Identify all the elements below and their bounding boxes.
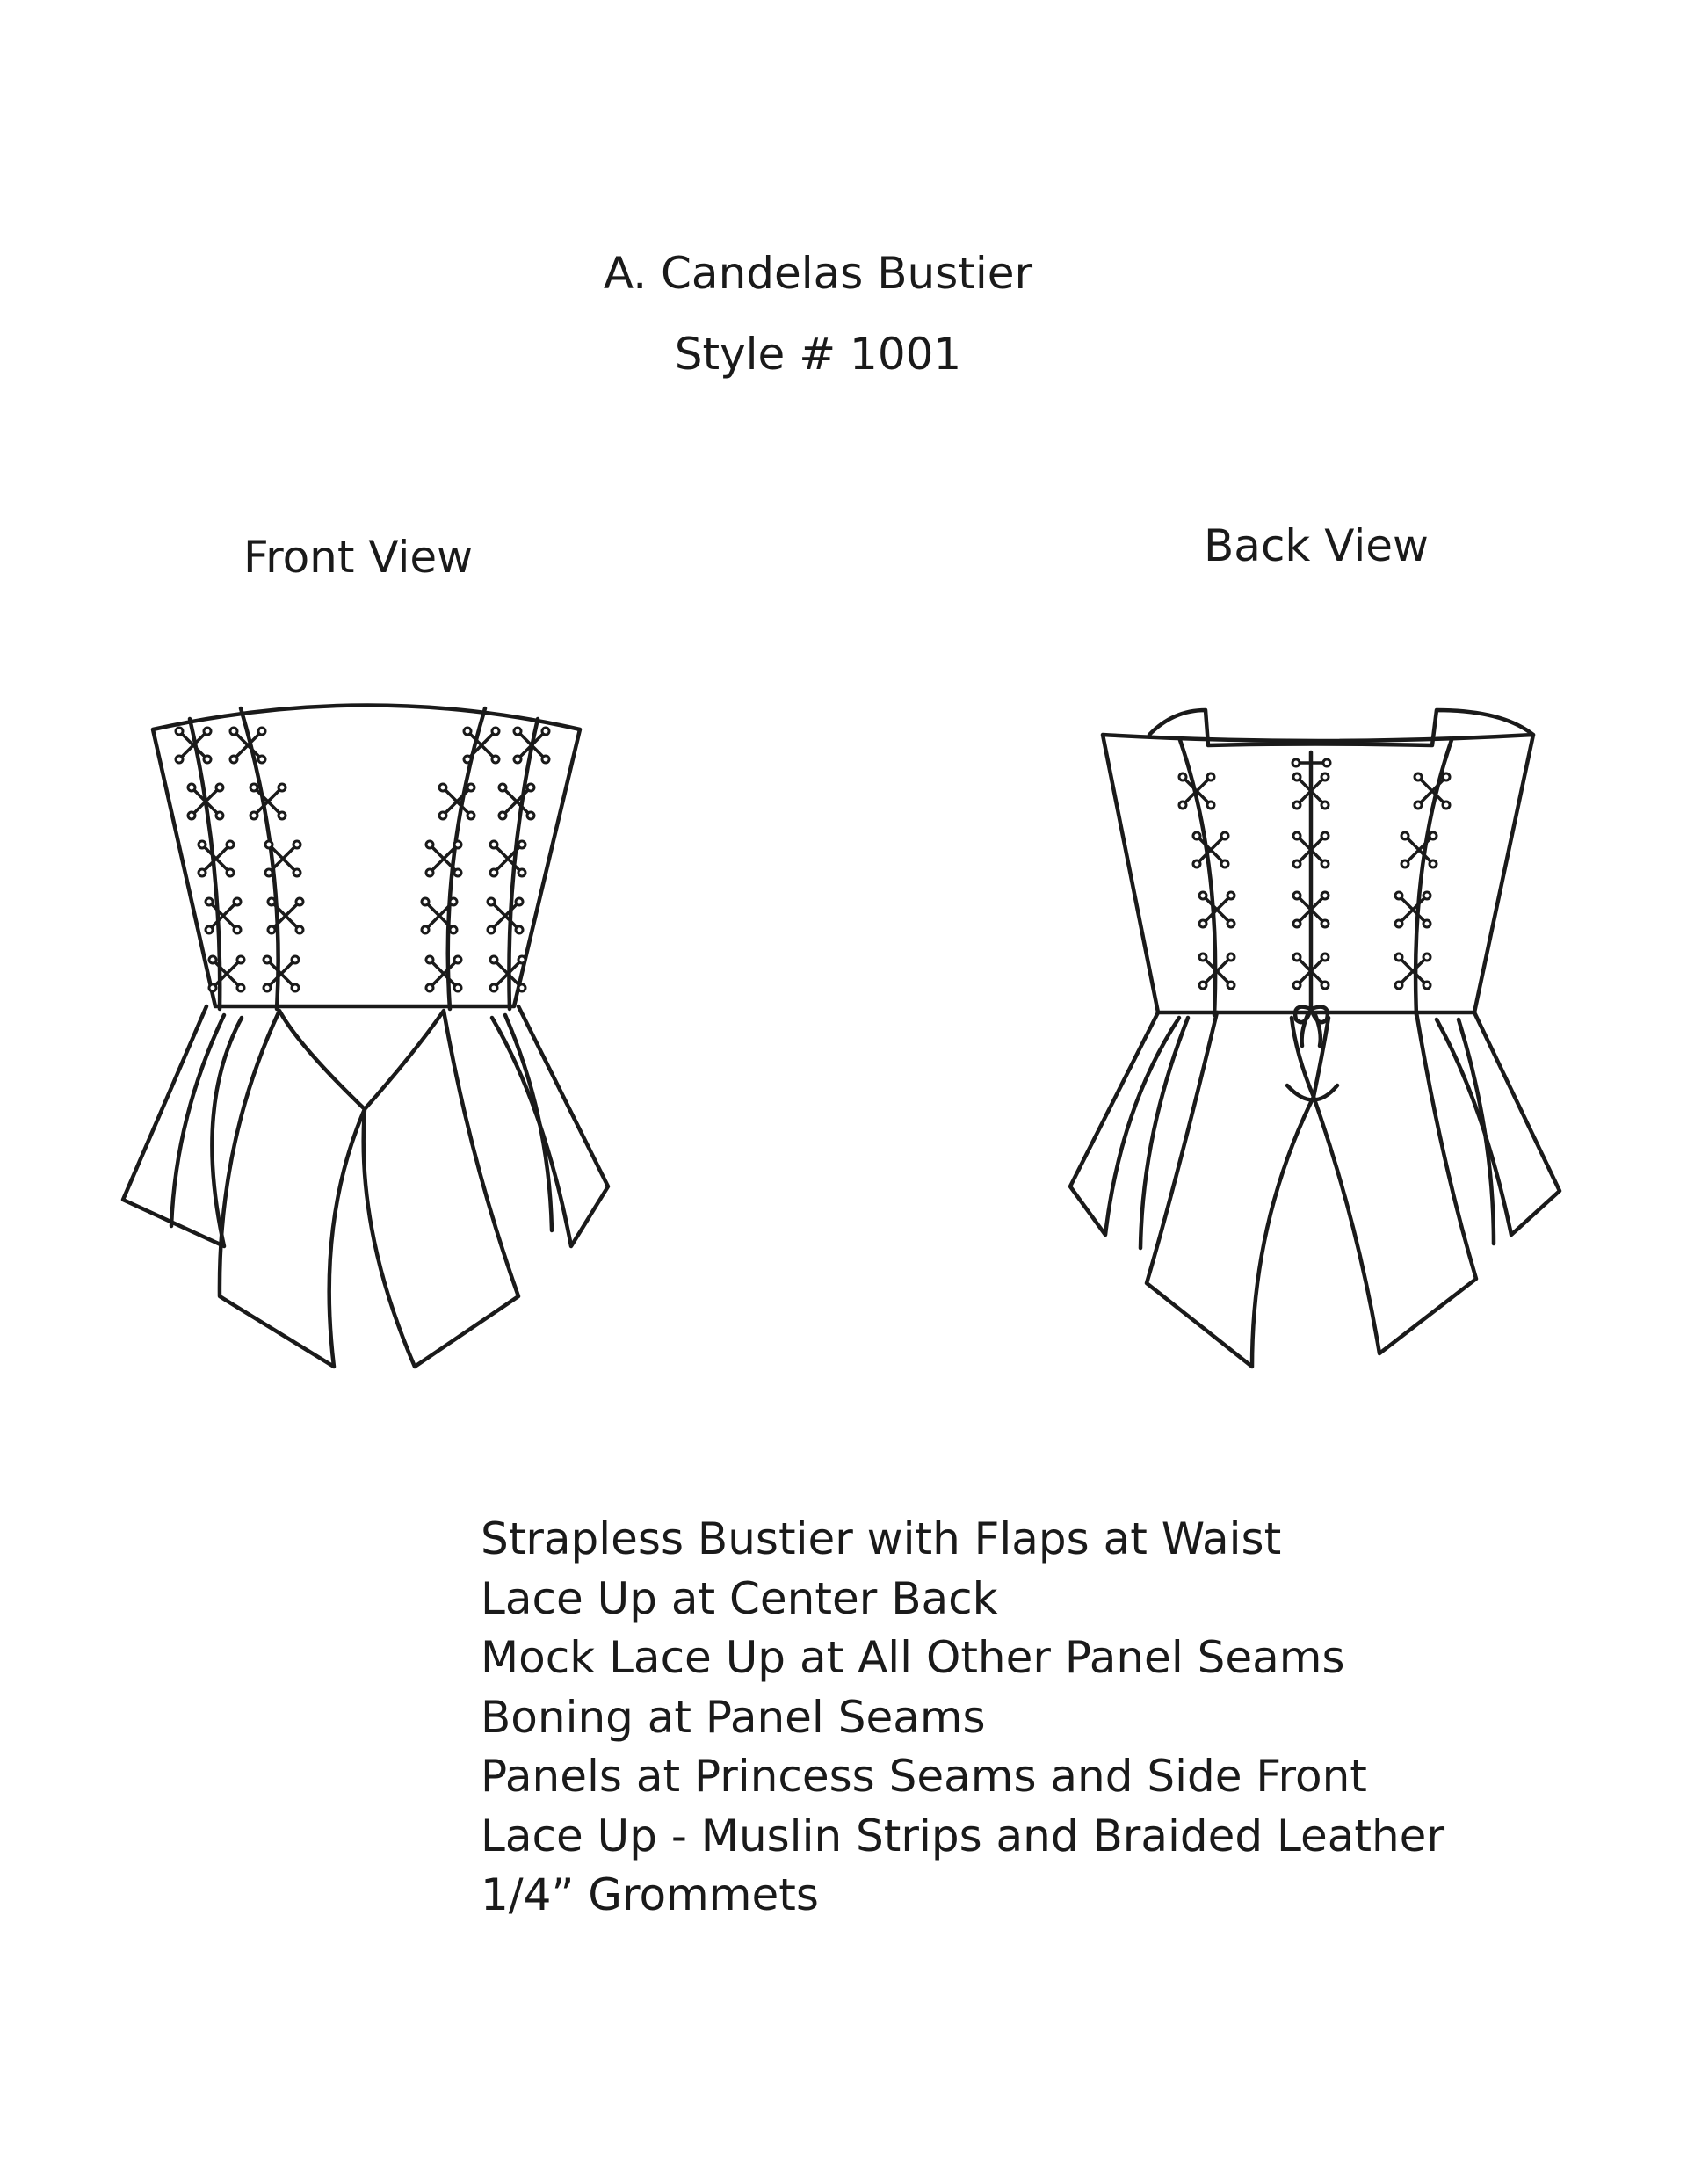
feature-item: Panels at Princess Seams and Side Front xyxy=(481,1751,1367,1802)
front-mock-lace-cross xyxy=(499,784,534,819)
feature-item: Lace Up at Center Back xyxy=(481,1572,998,1624)
front-mock-lace-cross xyxy=(488,898,523,933)
back-mock-lace-cross xyxy=(1199,892,1234,927)
front-right-flap-fold xyxy=(505,1015,552,1230)
front-mock-lace-cross xyxy=(439,784,474,819)
front-right-center-flap xyxy=(364,1011,518,1367)
garment-title: A. Candelas Bustier xyxy=(603,248,1033,299)
front-mock-lace-cross xyxy=(490,841,525,876)
front-view-sketch xyxy=(123,706,608,1368)
feature-item: 1/4” Grommets xyxy=(481,1869,819,1920)
feature-item: Boning at Panel Seams xyxy=(481,1691,986,1743)
front-mock-lace-cross xyxy=(209,956,244,991)
front-mock-lace-cross xyxy=(206,898,241,933)
features-list xyxy=(481,1510,1444,1926)
back-view-sketch xyxy=(1070,710,1560,1367)
front-mock-lace-cross xyxy=(268,898,303,933)
back-bodice-outline xyxy=(1103,735,1533,1012)
front-mock-lace-cross xyxy=(464,728,499,763)
feature-item: Mock Lace Up at All Other Panel Seams xyxy=(481,1632,1345,1683)
front-mock-lace-cross xyxy=(426,956,461,991)
back-left-flap xyxy=(1070,1012,1179,1235)
feature-item: Strapless Bustier with Flaps at Waist xyxy=(481,1513,1282,1564)
front-mock-lace-cross xyxy=(422,898,457,933)
style-number: Style # 1001 xyxy=(674,329,962,380)
front-view-label: Front View xyxy=(243,532,474,583)
lacing-marks xyxy=(176,728,1450,991)
front-left-center-flap xyxy=(220,1011,365,1367)
front-mock-lace-cross xyxy=(264,956,299,991)
feature-item: Lace Up - Muslin Strips and Braided Leather xyxy=(481,1810,1444,1861)
back-mock-lace-cross xyxy=(1395,892,1430,927)
front-mock-lace-cross xyxy=(426,841,461,876)
back-right-flap-fold xyxy=(1459,1019,1494,1244)
back-mock-lace-cross xyxy=(1193,832,1228,867)
back-view-label: Back View xyxy=(1204,520,1429,571)
back-right-center-flap xyxy=(1314,1012,1476,1353)
front-mock-lace-cross xyxy=(250,784,286,819)
back-mock-lace-cross xyxy=(1395,954,1430,989)
back-mock-lace-cross xyxy=(1401,832,1437,867)
